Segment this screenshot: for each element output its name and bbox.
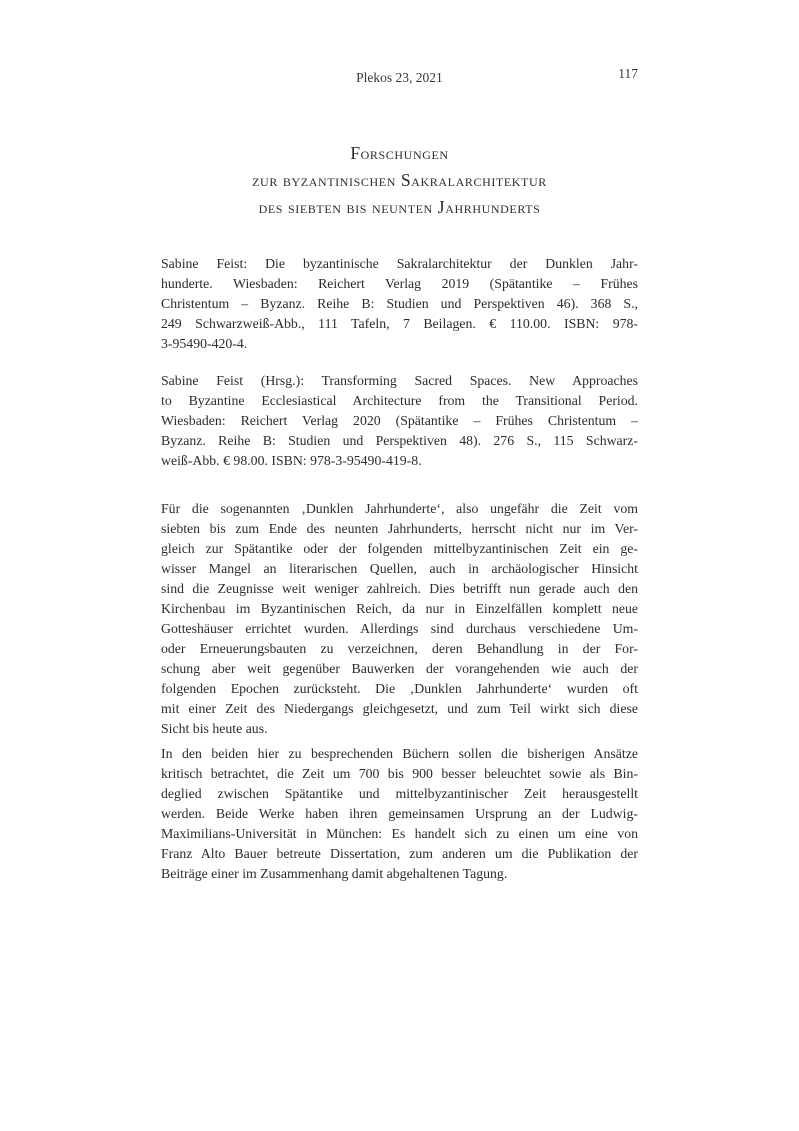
body-paragraph <box>161 744 638 884</box>
text-line: Maximilians-Universität in München: Es handelt sich zu einen um eine von <box>161 826 638 841</box>
text-line: 249 Schwarzweiß-Abb., 111 Tafeln, 7 Beilagen. € 110.00. ISBN: 978- <box>161 316 638 331</box>
text-line: Byzanz. Reihe B: Studien und Perspektiven 48). 276 S., 115 Schwarz- <box>161 433 638 448</box>
running-header <box>161 66 638 86</box>
journal-label: Plekos 23, 2021 <box>356 70 443 85</box>
text-line: weiß-Abb. € 98.00. ISBN: 978-3-95490-419-8. <box>161 453 422 468</box>
text-line: Sicht bis heute aus. <box>161 721 268 736</box>
title-line: Forschungen <box>350 143 449 163</box>
bibliography-entry <box>161 371 638 471</box>
body-paragraph <box>161 499 638 739</box>
text-line: to Byzantine Ecclesiastical Architecture from the Transitional Period. <box>161 393 638 408</box>
text-line: Gotteshäuser errichtet wurden. Allerdings sind durchaus verschiedene Um- <box>161 621 638 636</box>
text-line: kritisch betrachtet, die Zeit um 700 bis 900 besser beleuchtet sowie als Bin- <box>161 766 638 781</box>
text-line: Franz Alto Bauer betreute Dissertation, zum anderen um die Publikation der <box>161 846 638 861</box>
review-body <box>161 499 638 884</box>
text-line: Christentum – Byzanz. Reihe B: Studien und Perspektiven 46). 368 S., <box>161 296 638 311</box>
text-line: Kirchenbau im Byzantinischen Reich, da nur in Einzelfällen komplett neue <box>161 601 638 616</box>
text-column <box>161 254 638 884</box>
title-line: des siebten bis neunten Jahrhunderts <box>258 197 541 217</box>
text-line: folgenden Epochen zurücksteht. Die ‚Dunklen Jahrhunderte‘ wurden oft <box>161 681 638 696</box>
text-line: gleich zur Spätantike oder der folgenden mittelbyzantinischen Zeit ein ge- <box>161 541 638 556</box>
text-line: mit einer Zeit des Niedergangs gleichgesetzt, und zum Teil wirkt sich diese <box>161 701 638 716</box>
text-line: oder Erneuerungsbauten zu verzeichnen, deren Behandlung in der For- <box>161 641 638 656</box>
article-title <box>131 140 668 221</box>
text-line: Beiträge einer im Zusammenhang damit abgehaltenen Tagung. <box>161 866 508 881</box>
title-line: zur byzantinischen Sakralarchitektur <box>252 170 547 190</box>
text-line: 3-95490-420-4. <box>161 336 248 351</box>
text-line: sind die Zeugnisse weit weniger zahlreich. Dies betrifft nun gerade auch den <box>161 581 638 596</box>
text-line: In den beiden hier zu besprechenden Büchern sollen die bisherigen Ansätze <box>161 746 638 761</box>
text-line: deglied zwischen Spätantike und mittelbyzantinischer Zeit herausgestellt <box>161 786 638 801</box>
bibliography-section <box>161 254 638 471</box>
text-line: Sabine Feist (Hrsg.): Transforming Sacred Spaces. New Approaches <box>161 373 638 388</box>
text-line: Wiesbaden: Reichert Verlag 2020 (Spätantike – Frühes Christentum – <box>161 413 638 428</box>
text-line: hunderte. Wiesbaden: Reichert Verlag 2019 (Spätantike – Frühes <box>161 276 638 291</box>
text-line: Für die sogenannten ‚Dunklen Jahrhunderte‘, also ungefähr die Zeit vom <box>161 501 638 516</box>
text-line: schung aber weit gegenüber Bauwerken der vorangehenden wie auch der <box>161 661 638 676</box>
page-number: 117 <box>618 66 638 81</box>
text-line: wisser Mangel an literarischen Quellen, auch in archäologischer Hinsicht <box>161 561 638 576</box>
text-line: werden. Beide Werke haben ihren gemeinsamen Ursprung an der Ludwig- <box>161 806 638 821</box>
text-line: siebten bis zum Ende des neunten Jahrhunderts, herrscht nicht nur im Ver- <box>161 521 638 536</box>
bibliography-entry <box>161 254 638 354</box>
text-line: Sabine Feist: Die byzantinische Sakralarchitektur der Dunklen Jahr- <box>161 256 638 271</box>
